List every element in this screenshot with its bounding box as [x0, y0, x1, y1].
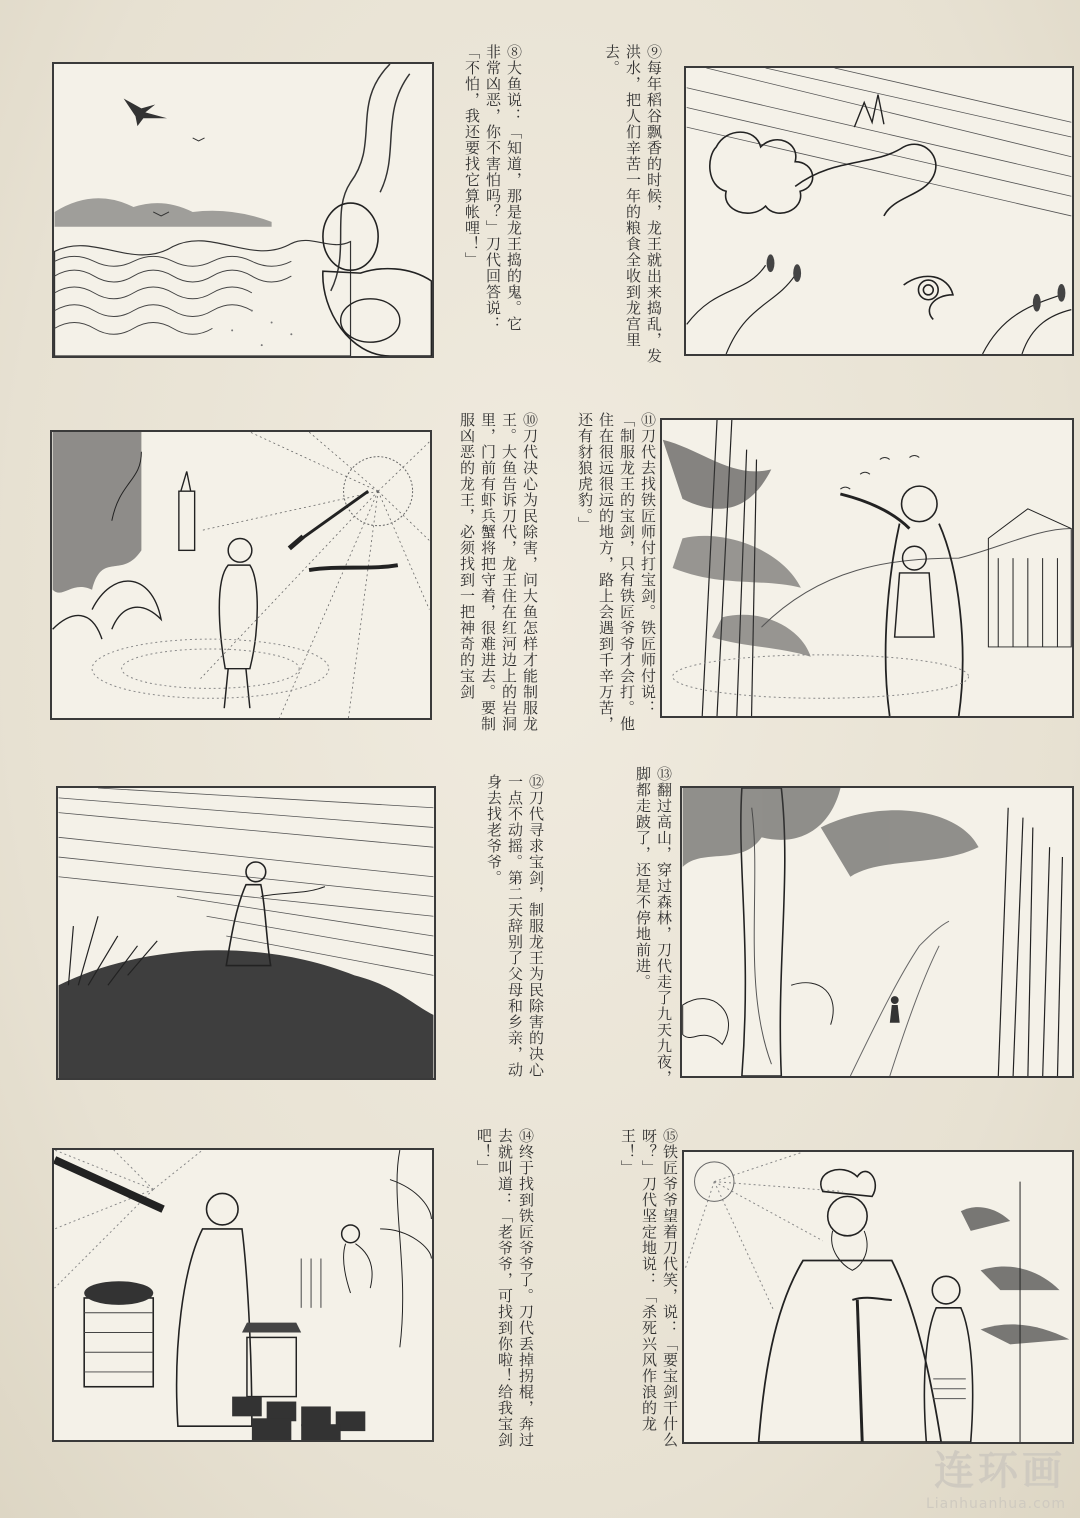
panel-11-caption: ⑪刀代去找铁匠师付打宝剑。铁匠师付说：「制服龙王的宝剑，只有铁匠爷爷才会打。他住在很远很远的地方，路上会遇到千辛万苦，还有豺狼虎豹。」 — [576, 412, 657, 732]
panel-10-caption: ⑩刀代决心为民除害，问大鱼怎样才能制服龙王。大鱼告诉刀代，龙王住在红河边上的岩洞里，门前有虾兵蟹将把守着，很难进去。要制服凶恶的龙王，必须找到一把神奇的宝剑 — [458, 412, 539, 732]
forge-drawing — [54, 1150, 432, 1440]
panel-14-caption: ⑭终于找到铁匠爷爷了。刀代丢掉拐棍，奔过去就叫道：「老爷爷，可找到你啦！给我宝剑吧！」 — [475, 1128, 535, 1448]
panel-9-illustration — [684, 66, 1074, 356]
hilltop-wind-drawing — [58, 788, 434, 1078]
panel-8-illustration — [52, 62, 434, 358]
watermark-logo: 连环画 — [934, 1448, 1066, 1494]
watermark — [926, 1439, 1066, 1512]
panel-12-caption: ⑫刀代寻求宝剑，制服龙王为民除害的决心一点不动摇。第二天辞别了父母和乡亲，动身去找老爷爷。 — [485, 774, 545, 1078]
sea-scene-drawing — [54, 64, 432, 356]
panel-13-illustration — [680, 786, 1074, 1078]
panel-14-illustration — [52, 1148, 434, 1442]
panel-11-illustration — [660, 418, 1074, 718]
sword-vision-drawing — [52, 432, 430, 718]
panel-15-caption: ⑮铁匠爷爷望着刀代笑，说：「要宝剑干什么呀？」刀代坚定地说：「杀死兴风作浪的龙王！」 — [619, 1128, 679, 1448]
flood-scene-drawing — [686, 68, 1072, 354]
panel-13-caption: ⑬翻过高山，穿过森林，刀代走了九天九夜，脚都走跛了，还是不停地前进。 — [634, 766, 673, 1086]
panel-9-caption: ⑨每年稻谷飘香的时候，龙王就出来捣乱，发洪水，把人们辛苦一年的粮食全收到龙宫里去。 — [603, 44, 663, 364]
panel-8-caption: ⑧大鱼说：「知道，那是龙王捣的鬼。它非常凶恶，你不害怕吗？」刀代回答说：「不怕，我还要找它算帐哩！」 — [463, 44, 523, 332]
smith-pointing-drawing — [662, 420, 1072, 716]
watermark-site: Lianhuanhua.com — [925, 1496, 1066, 1512]
old-smith-drawing — [684, 1152, 1072, 1442]
panel-12-illustration — [56, 786, 436, 1080]
panel-10-illustration — [50, 430, 432, 720]
panel-15-illustration — [682, 1150, 1074, 1444]
forest-path-drawing — [682, 788, 1072, 1076]
